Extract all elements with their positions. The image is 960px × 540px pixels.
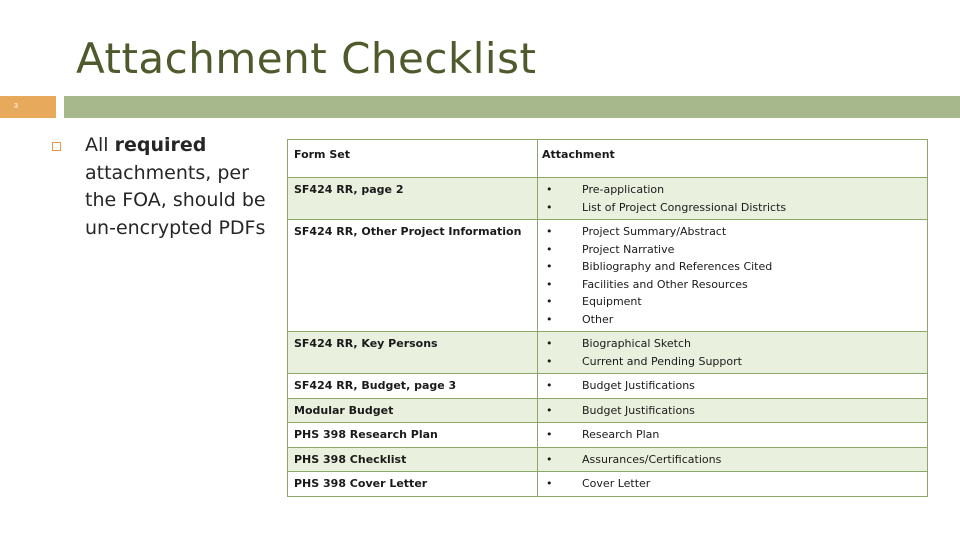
list-item — [542, 353, 923, 371]
attachment-list — [542, 402, 923, 420]
bullet-dot-icon: • — [546, 477, 553, 490]
bullet-dot-icon: • — [546, 225, 553, 238]
header-form-set: Form Set — [288, 140, 538, 178]
slide-number: 3 — [14, 103, 18, 110]
attachment-list — [542, 377, 923, 395]
attachment-label: Equipment — [582, 295, 642, 308]
bullet-dot-icon: • — [546, 183, 553, 196]
form-set-cell: SF424 RR, page 2 — [288, 178, 538, 220]
attachment-list — [542, 475, 923, 493]
table-row — [288, 178, 928, 220]
attachment-label: Bibliography and References Cited — [582, 260, 773, 273]
table-row — [288, 423, 928, 448]
attachment-table — [287, 139, 928, 497]
bullet-dot-icon: • — [546, 403, 553, 417]
bullet-text — [85, 132, 272, 242]
attachment-label: Research Plan — [582, 428, 660, 441]
attachment-list — [542, 335, 923, 370]
attachment-label: Budget Justifications — [582, 379, 695, 392]
attachment-label: Current and Pending Support — [582, 354, 742, 368]
bullet-lead: All — [85, 134, 115, 156]
attachment-cell — [538, 423, 928, 448]
list-item — [542, 402, 923, 420]
bullet-dot-icon: • — [546, 452, 553, 466]
table-row — [288, 472, 928, 497]
list-item — [542, 426, 923, 444]
list-item — [542, 181, 923, 199]
header-band — [64, 96, 960, 118]
list-item — [542, 335, 923, 353]
attachment-cell — [538, 220, 928, 332]
form-set-cell: SF424 RR, Key Persons — [288, 332, 538, 374]
attachment-label: Cover Letter — [582, 477, 651, 490]
list-item — [542, 199, 923, 217]
list-item — [542, 258, 923, 276]
attachment-label: Project Summary/Abstract — [582, 225, 727, 238]
list-item — [542, 451, 923, 469]
bullet-rest: attachments, per the FOA, should be un-encrypted PDFs — [85, 161, 266, 239]
bullet-dot-icon: • — [546, 379, 553, 392]
header-attachment: Attachment — [538, 140, 928, 178]
table-row — [288, 374, 928, 399]
bullet-dot-icon: • — [546, 277, 553, 291]
bullet-dot-icon: • — [546, 200, 553, 214]
attachment-list — [542, 223, 923, 328]
bullet-emphasis: required — [114, 134, 207, 156]
list-item — [542, 475, 923, 493]
table-row — [288, 220, 928, 332]
attachment-label: Facilities and Other Resources — [582, 277, 748, 291]
form-set-cell: SF424 RR, Other Project Information — [288, 220, 538, 332]
slide-title: Attachment Checklist — [76, 34, 537, 83]
list-item — [542, 377, 923, 395]
attachment-list — [542, 451, 923, 469]
table-row — [288, 447, 928, 472]
form-set-cell: PHS 398 Checklist — [288, 447, 538, 472]
list-item — [542, 276, 923, 294]
table-row — [288, 398, 928, 423]
attachment-cell — [538, 332, 928, 374]
bullet-dot-icon: • — [546, 295, 553, 308]
bullet-dot-icon: • — [546, 428, 553, 441]
attachment-label: List of Project Congressional Districts — [582, 200, 787, 214]
attachment-label: Assurances/Certifications — [582, 452, 722, 466]
table-header-row — [288, 140, 928, 178]
list-item — [542, 293, 923, 311]
attachment-cell — [538, 447, 928, 472]
bullet-dot-icon: • — [546, 242, 553, 256]
bullet-item — [52, 132, 272, 242]
attachment-label: Project Narrative — [582, 242, 675, 256]
attachment-label: Other — [582, 312, 614, 326]
bullet-dot-icon: • — [546, 337, 553, 350]
attachment-list — [542, 426, 923, 444]
attachment-cell — [538, 398, 928, 423]
bullet-dot-icon: • — [546, 260, 553, 273]
form-set-cell: PHS 398 Research Plan — [288, 423, 538, 448]
attachment-label: Pre-application — [582, 183, 665, 196]
list-item — [542, 223, 923, 241]
list-item — [542, 241, 923, 259]
table-row — [288, 332, 928, 374]
attachment-cell — [538, 178, 928, 220]
square-bullet-icon — [52, 142, 61, 151]
form-set-cell: Modular Budget — [288, 398, 538, 423]
attachment-list — [542, 181, 923, 216]
attachment-cell — [538, 472, 928, 497]
attachment-label: Budget Justifications — [582, 403, 695, 417]
bullet-dot-icon: • — [546, 354, 553, 368]
attachment-label: Biographical Sketch — [582, 337, 691, 350]
bullet-dot-icon: • — [546, 312, 553, 326]
form-set-cell: SF424 RR, Budget, page 3 — [288, 374, 538, 399]
list-item — [542, 311, 923, 329]
attachment-cell — [538, 374, 928, 399]
form-set-cell: PHS 398 Cover Letter — [288, 472, 538, 497]
